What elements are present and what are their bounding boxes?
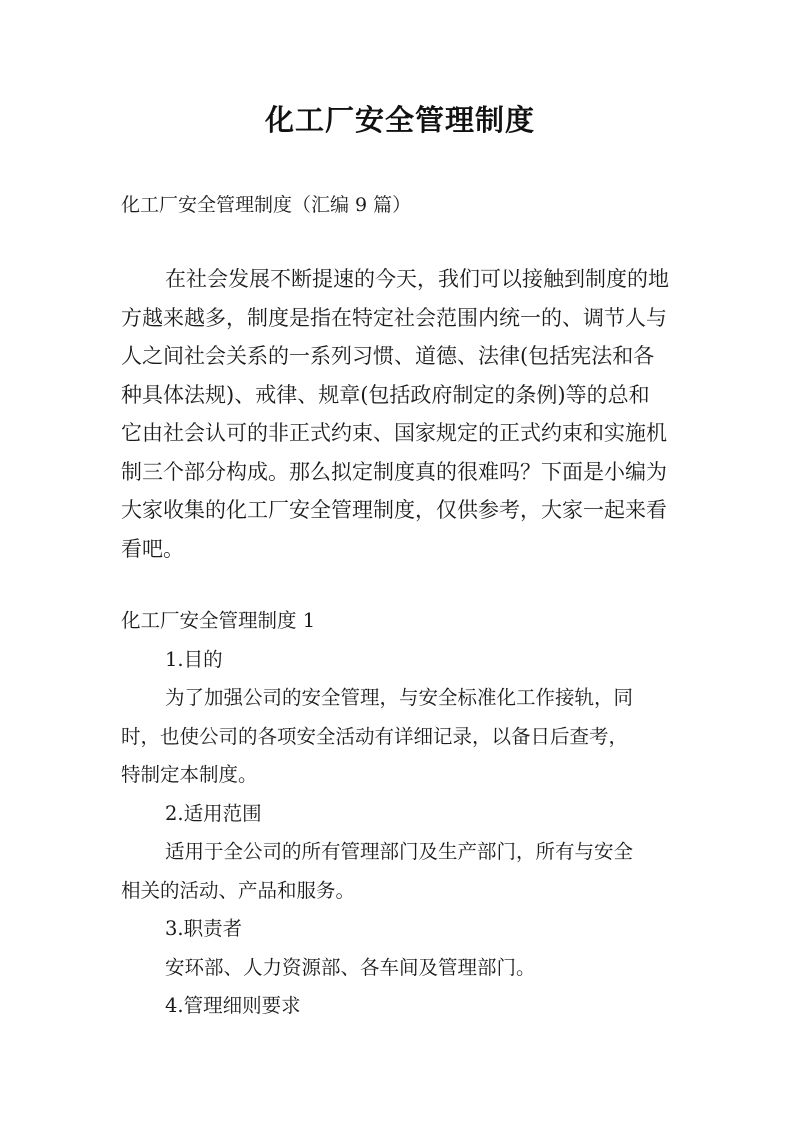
intro-line: 大家收集的化工厂安全管理制度，仅供参考，大家一起来看 (121, 498, 667, 522)
paragraph-line: 为了加强公司的安全管理，与安全标准化工作接轨，同 (165, 686, 634, 709)
intro-line: 方越来越多，制度是指在特定社会范围内统一的、调节人与 (121, 305, 667, 330)
paragraph-line: 适用于全公司的所有管理部门及生产部门，所有与安全 (165, 840, 634, 863)
section-heading: 化工厂安全管理制度 1 (121, 609, 316, 632)
item-heading-responsibility: 3.职责者 (165, 917, 243, 940)
item-heading-rules: 4.管理细则要求 (165, 994, 301, 1017)
section-1 (121, 602, 701, 1026)
paragraph-line: 相关的活动、产品和服务。 (121, 878, 356, 902)
intro-line: 制三个部分构成。那么拟定制度真的很难吗？下面是小编为 (121, 459, 667, 484)
intro-line: 在社会发展不断提速的今天，我们可以接触到制度的地 (165, 267, 669, 291)
paragraph-line: 时，也使公司的各项安全活动有详细记录，以备日后查考， (121, 724, 629, 748)
item-heading-scope: 2.适用范围 (165, 801, 262, 825)
intro-line: 它由社会认可的非正式约束、国家规定的正式约束和实施机 (121, 421, 667, 445)
document-title: 化工厂安全管理制度 (264, 103, 535, 137)
intro-line: 看吧。 (121, 536, 184, 561)
intro-paragraph (121, 260, 691, 568)
paragraph-line: 安环部、人力资源部、各车间及管理部门。 (165, 955, 536, 979)
intro-line: 种具体法规)、戒律、规章(包括政府制定的条例)等的总和 (121, 382, 650, 407)
paragraph-line: 特制定本制度。 (121, 763, 258, 786)
intro-line: 人之间社会关系的一系列习惯、道德、法律(包括宪法和各 (121, 344, 655, 368)
document-subtitle: 化工厂安全管理制度（汇编 9 篇） (121, 194, 412, 216)
item-heading-purpose: 1.目的 (165, 647, 223, 671)
